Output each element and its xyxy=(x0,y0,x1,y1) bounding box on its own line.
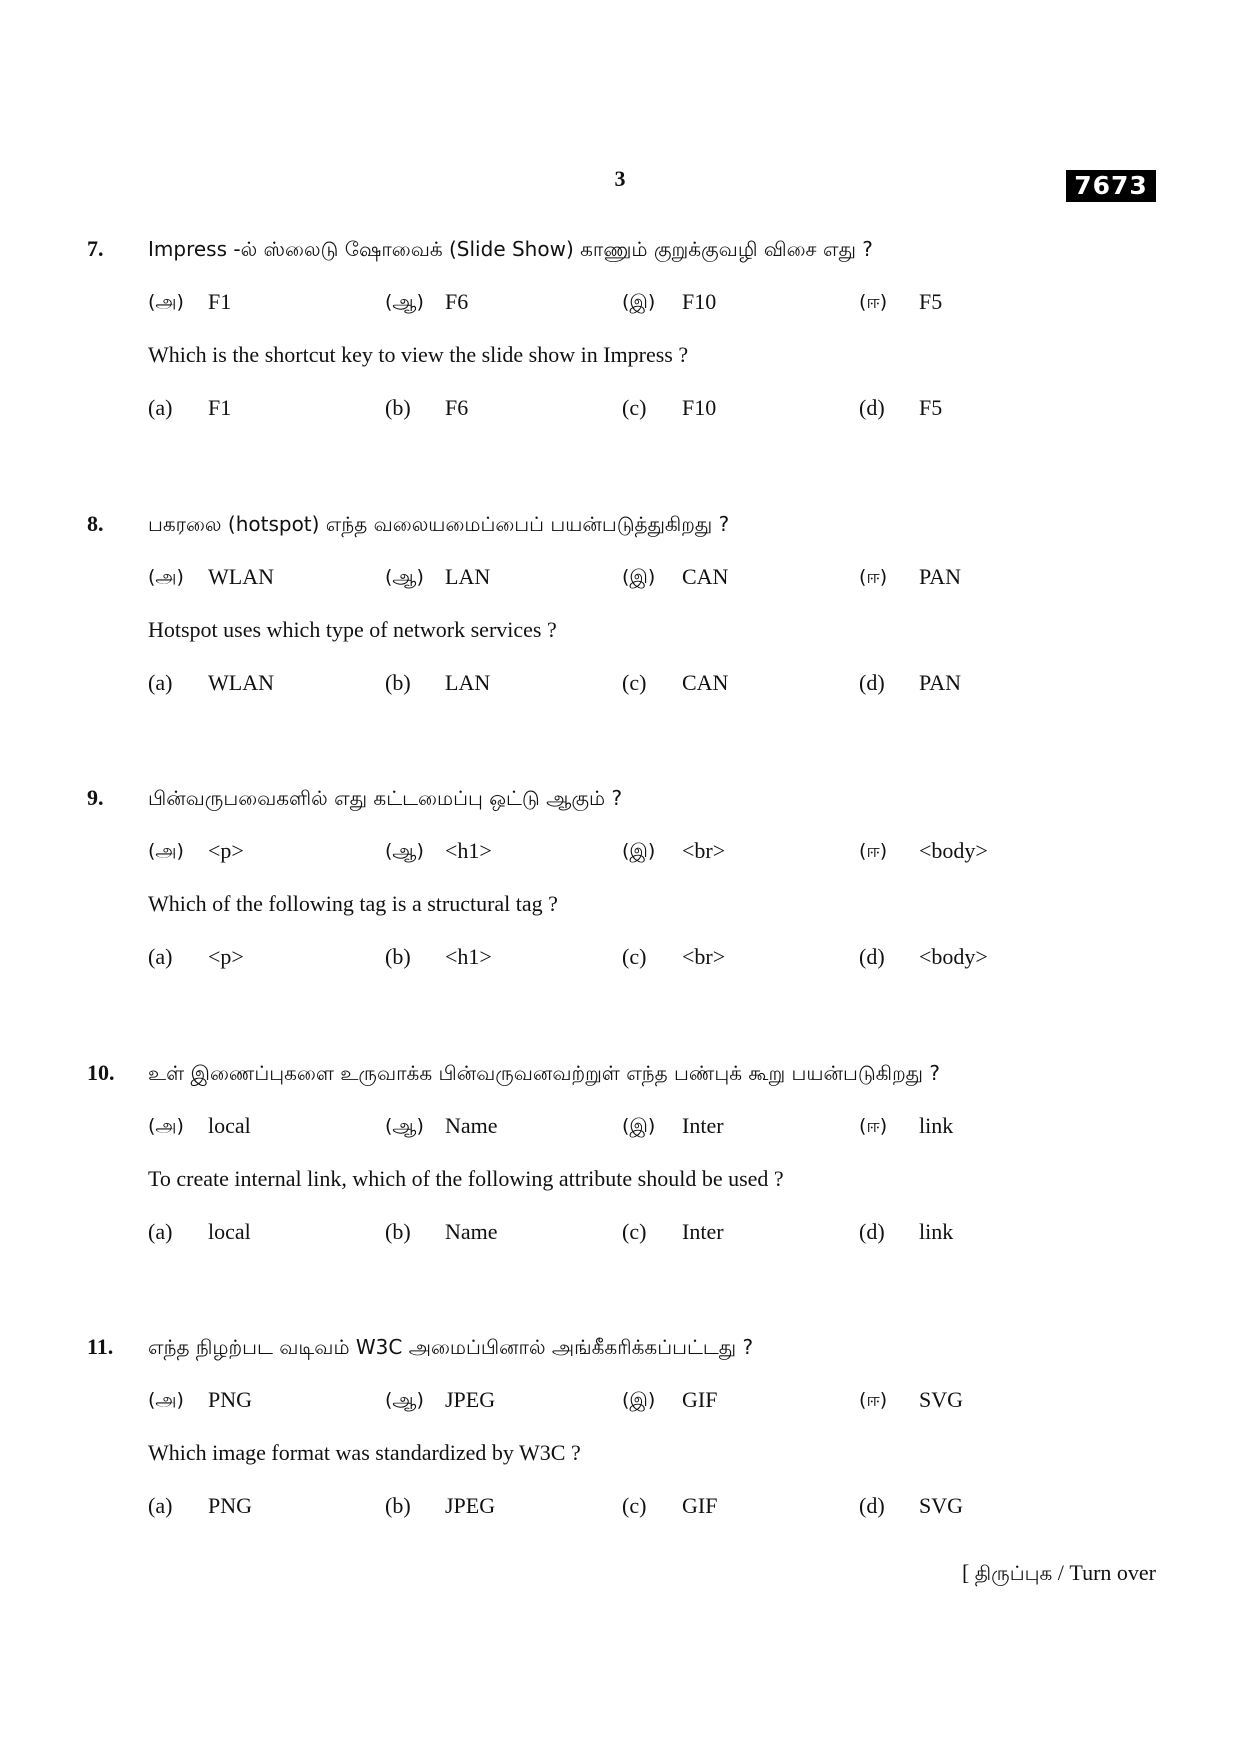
option-text: F1 xyxy=(208,289,232,314)
question-text-tamil: பகரலை (hotspot) எந்த வலையமைப்பைப் பயன்படுத்துகிறது ? xyxy=(148,512,730,536)
option-marker: (ஆ) xyxy=(385,291,424,313)
option-text: link xyxy=(919,1113,954,1138)
options-tamil xyxy=(0,1109,1240,1143)
option-marker: (a) xyxy=(148,670,173,695)
option-text: Inter xyxy=(682,1219,724,1244)
option-text: WLAN xyxy=(208,564,274,589)
option-text: <p> xyxy=(208,838,244,863)
option-text: <br> xyxy=(682,944,726,969)
option-text: GIF xyxy=(682,1493,718,1518)
option-text: link xyxy=(919,1219,954,1244)
option-marker: (இ) xyxy=(622,566,656,588)
option-marker: (இ) xyxy=(622,1389,656,1411)
option-marker: (d) xyxy=(859,1219,885,1244)
turn-over-note xyxy=(962,1556,1156,1590)
option-marker: (c) xyxy=(622,1219,647,1244)
option-marker: (b) xyxy=(385,944,411,969)
option-text: LAN xyxy=(445,564,491,589)
question-8 xyxy=(0,507,1240,707)
question-11 xyxy=(0,1330,1240,1530)
option-marker: (b) xyxy=(385,395,411,420)
option-marker: (b) xyxy=(385,1493,411,1518)
question-10 xyxy=(0,1056,1240,1256)
question-number: 7. xyxy=(87,236,104,261)
option-text: JPEG xyxy=(445,1387,496,1412)
option-text: F1 xyxy=(208,395,232,420)
turn-over-bracket: [ xyxy=(961,1560,970,1585)
question-text-english: Hotspot uses which type of network services ? xyxy=(148,617,557,642)
option-text: SVG xyxy=(919,1493,964,1518)
option-marker: (இ) xyxy=(622,840,656,862)
option-marker: (d) xyxy=(859,670,885,695)
option-marker: (ஈ) xyxy=(859,840,888,862)
option-marker: (ஈ) xyxy=(859,566,888,588)
option-marker: (இ) xyxy=(622,1115,656,1137)
question-text-tamil: Impress -ல் ஸ்லைடு ஷோவைக் (Slide Show) காணும் குறுக்குவழி விசை எது ? xyxy=(148,237,873,261)
option-text: CAN xyxy=(682,564,729,589)
question-7 xyxy=(0,232,1240,432)
option-text: PAN xyxy=(919,670,961,695)
option-text: <h1> xyxy=(445,838,492,863)
option-text: <h1> xyxy=(445,944,492,969)
option-marker: (c) xyxy=(622,1493,647,1518)
option-marker: (c) xyxy=(622,670,647,695)
option-text: Name xyxy=(445,1113,498,1138)
question-text-tamil: பின்வருபவைகளில் எது கட்டமைப்பு ஒட்டு ஆகும் ? xyxy=(148,786,623,810)
options-english xyxy=(0,1489,1240,1523)
option-marker: (ஈ) xyxy=(859,1115,888,1137)
question-text-english: Which is the shortcut key to view the slide show in Impress ? xyxy=(148,342,689,367)
option-marker: (b) xyxy=(385,1219,411,1244)
option-marker: (c) xyxy=(622,395,647,420)
option-text: <br> xyxy=(682,838,726,863)
option-text: JPEG xyxy=(445,1493,496,1518)
options-english xyxy=(0,940,1240,974)
turn-over-separator: / xyxy=(1057,1560,1064,1585)
option-text: GIF xyxy=(682,1387,718,1412)
options-english xyxy=(0,1215,1240,1249)
paper-code-badge: 7673 xyxy=(1066,170,1156,202)
option-text: local xyxy=(208,1219,251,1244)
option-marker: (a) xyxy=(148,1219,173,1244)
options-tamil xyxy=(0,285,1240,319)
option-marker: (அ) xyxy=(148,840,184,862)
option-text: PNG xyxy=(208,1387,253,1412)
question-text-english: Which of the following tag is a structural tag ? xyxy=(148,891,558,916)
option-marker: (அ) xyxy=(148,1389,184,1411)
option-marker: (ஆ) xyxy=(385,1115,424,1137)
turn-over-tamil: திருப்புக xyxy=(974,1561,1053,1585)
question-number: 9. xyxy=(87,785,104,810)
option-marker: (அ) xyxy=(148,566,184,588)
option-text: local xyxy=(208,1113,251,1138)
option-marker: (a) xyxy=(148,1493,173,1518)
option-text: <body> xyxy=(919,944,988,969)
option-text: CAN xyxy=(682,670,729,695)
option-text: F5 xyxy=(919,289,943,314)
option-marker: (d) xyxy=(859,1493,885,1518)
options-tamil xyxy=(0,834,1240,868)
option-text: Inter xyxy=(682,1113,724,1138)
option-marker: (d) xyxy=(859,944,885,969)
options-tamil xyxy=(0,1383,1240,1417)
option-marker: (ஈ) xyxy=(859,1389,888,1411)
question-text-tamil: எந்த நிழற்பட வடிவம் W3C அமைப்பினால் அங்கீகரிக்கப்பட்டது ? xyxy=(148,1335,754,1359)
option-text: SVG xyxy=(919,1387,964,1412)
page-number: 3 xyxy=(614,166,626,191)
question-text-tamil: உள் இணைப்புகளை உருவாக்க பின்வருவனவற்றுள் எந்த பண்புக் கூறு பயன்படுகிறது ? xyxy=(148,1061,941,1085)
option-marker: (ஈ) xyxy=(859,291,888,313)
options-english xyxy=(0,666,1240,700)
option-text: F10 xyxy=(682,289,717,314)
question-text-english: To create internal link, which of the following attribute should be used ? xyxy=(148,1166,784,1191)
option-text: F6 xyxy=(445,289,469,314)
option-text: PNG xyxy=(208,1493,253,1518)
question-number: 11. xyxy=(87,1334,114,1359)
option-text: <p> xyxy=(208,944,244,969)
option-text: <body> xyxy=(919,838,988,863)
options-tamil xyxy=(0,560,1240,594)
option-marker: (ஆ) xyxy=(385,1389,424,1411)
option-text: WLAN xyxy=(208,670,274,695)
option-marker: (அ) xyxy=(148,291,184,313)
option-marker: (ஆ) xyxy=(385,566,424,588)
option-text: F5 xyxy=(919,395,943,420)
option-marker: (c) xyxy=(622,944,647,969)
option-marker: (இ) xyxy=(622,291,656,313)
option-marker: (a) xyxy=(148,944,173,969)
question-number: 10. xyxy=(87,1060,115,1085)
options-english xyxy=(0,391,1240,425)
option-text: F10 xyxy=(682,395,717,420)
option-text: Name xyxy=(445,1219,498,1244)
option-marker: (d) xyxy=(859,395,885,420)
question-number: 8. xyxy=(87,511,104,536)
option-marker: (b) xyxy=(385,670,411,695)
turn-over-english: Turn over xyxy=(1069,1560,1156,1585)
option-text: PAN xyxy=(919,564,961,589)
option-marker: (ஆ) xyxy=(385,840,424,862)
question-9 xyxy=(0,781,1240,981)
option-marker: (அ) xyxy=(148,1115,184,1137)
option-text: F6 xyxy=(445,395,469,420)
question-text-english: Which image format was standardized by W3C ? xyxy=(148,1440,581,1465)
option-text: LAN xyxy=(445,670,491,695)
option-marker: (a) xyxy=(148,395,173,420)
